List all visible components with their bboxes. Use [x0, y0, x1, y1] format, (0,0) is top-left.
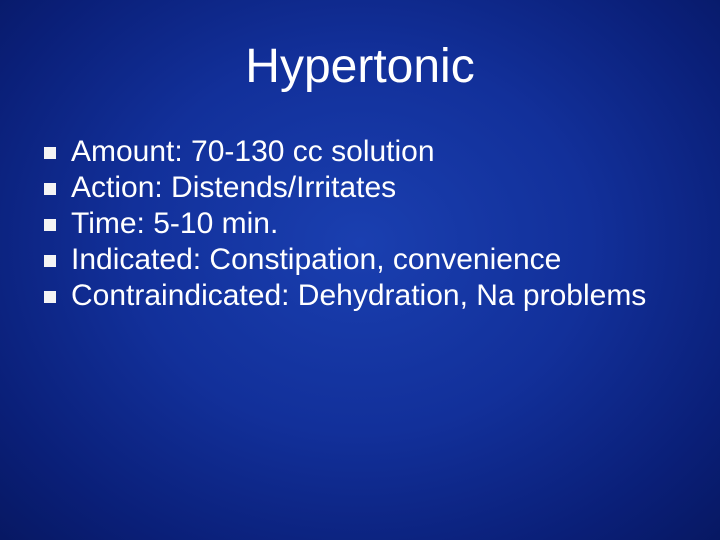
square-bullet-icon [44, 255, 56, 267]
bullet-item-contraindicated [40, 278, 690, 314]
bullet-text: Amount: 70-130 cc solution [71, 135, 435, 168]
bullet-list [40, 134, 690, 314]
bullet-item-indicated [40, 242, 690, 278]
square-bullet-icon [44, 183, 56, 195]
bullet-text: Time: 5-10 min. [71, 207, 279, 240]
bullet-text: Indicated: Constipation, convenience [71, 243, 562, 276]
square-bullet-icon [44, 291, 56, 303]
slide-title: Hypertonic [245, 40, 475, 93]
bullet-item-time [40, 206, 690, 242]
bullet-item-action [40, 170, 690, 206]
bullet-item-amount [40, 134, 690, 170]
square-bullet-icon [44, 147, 56, 159]
bullet-text: Action: Distends/Irritates [71, 171, 397, 204]
square-bullet-icon [44, 219, 56, 231]
bullet-text: Contraindicated: Dehydration, Na problems [71, 279, 647, 312]
